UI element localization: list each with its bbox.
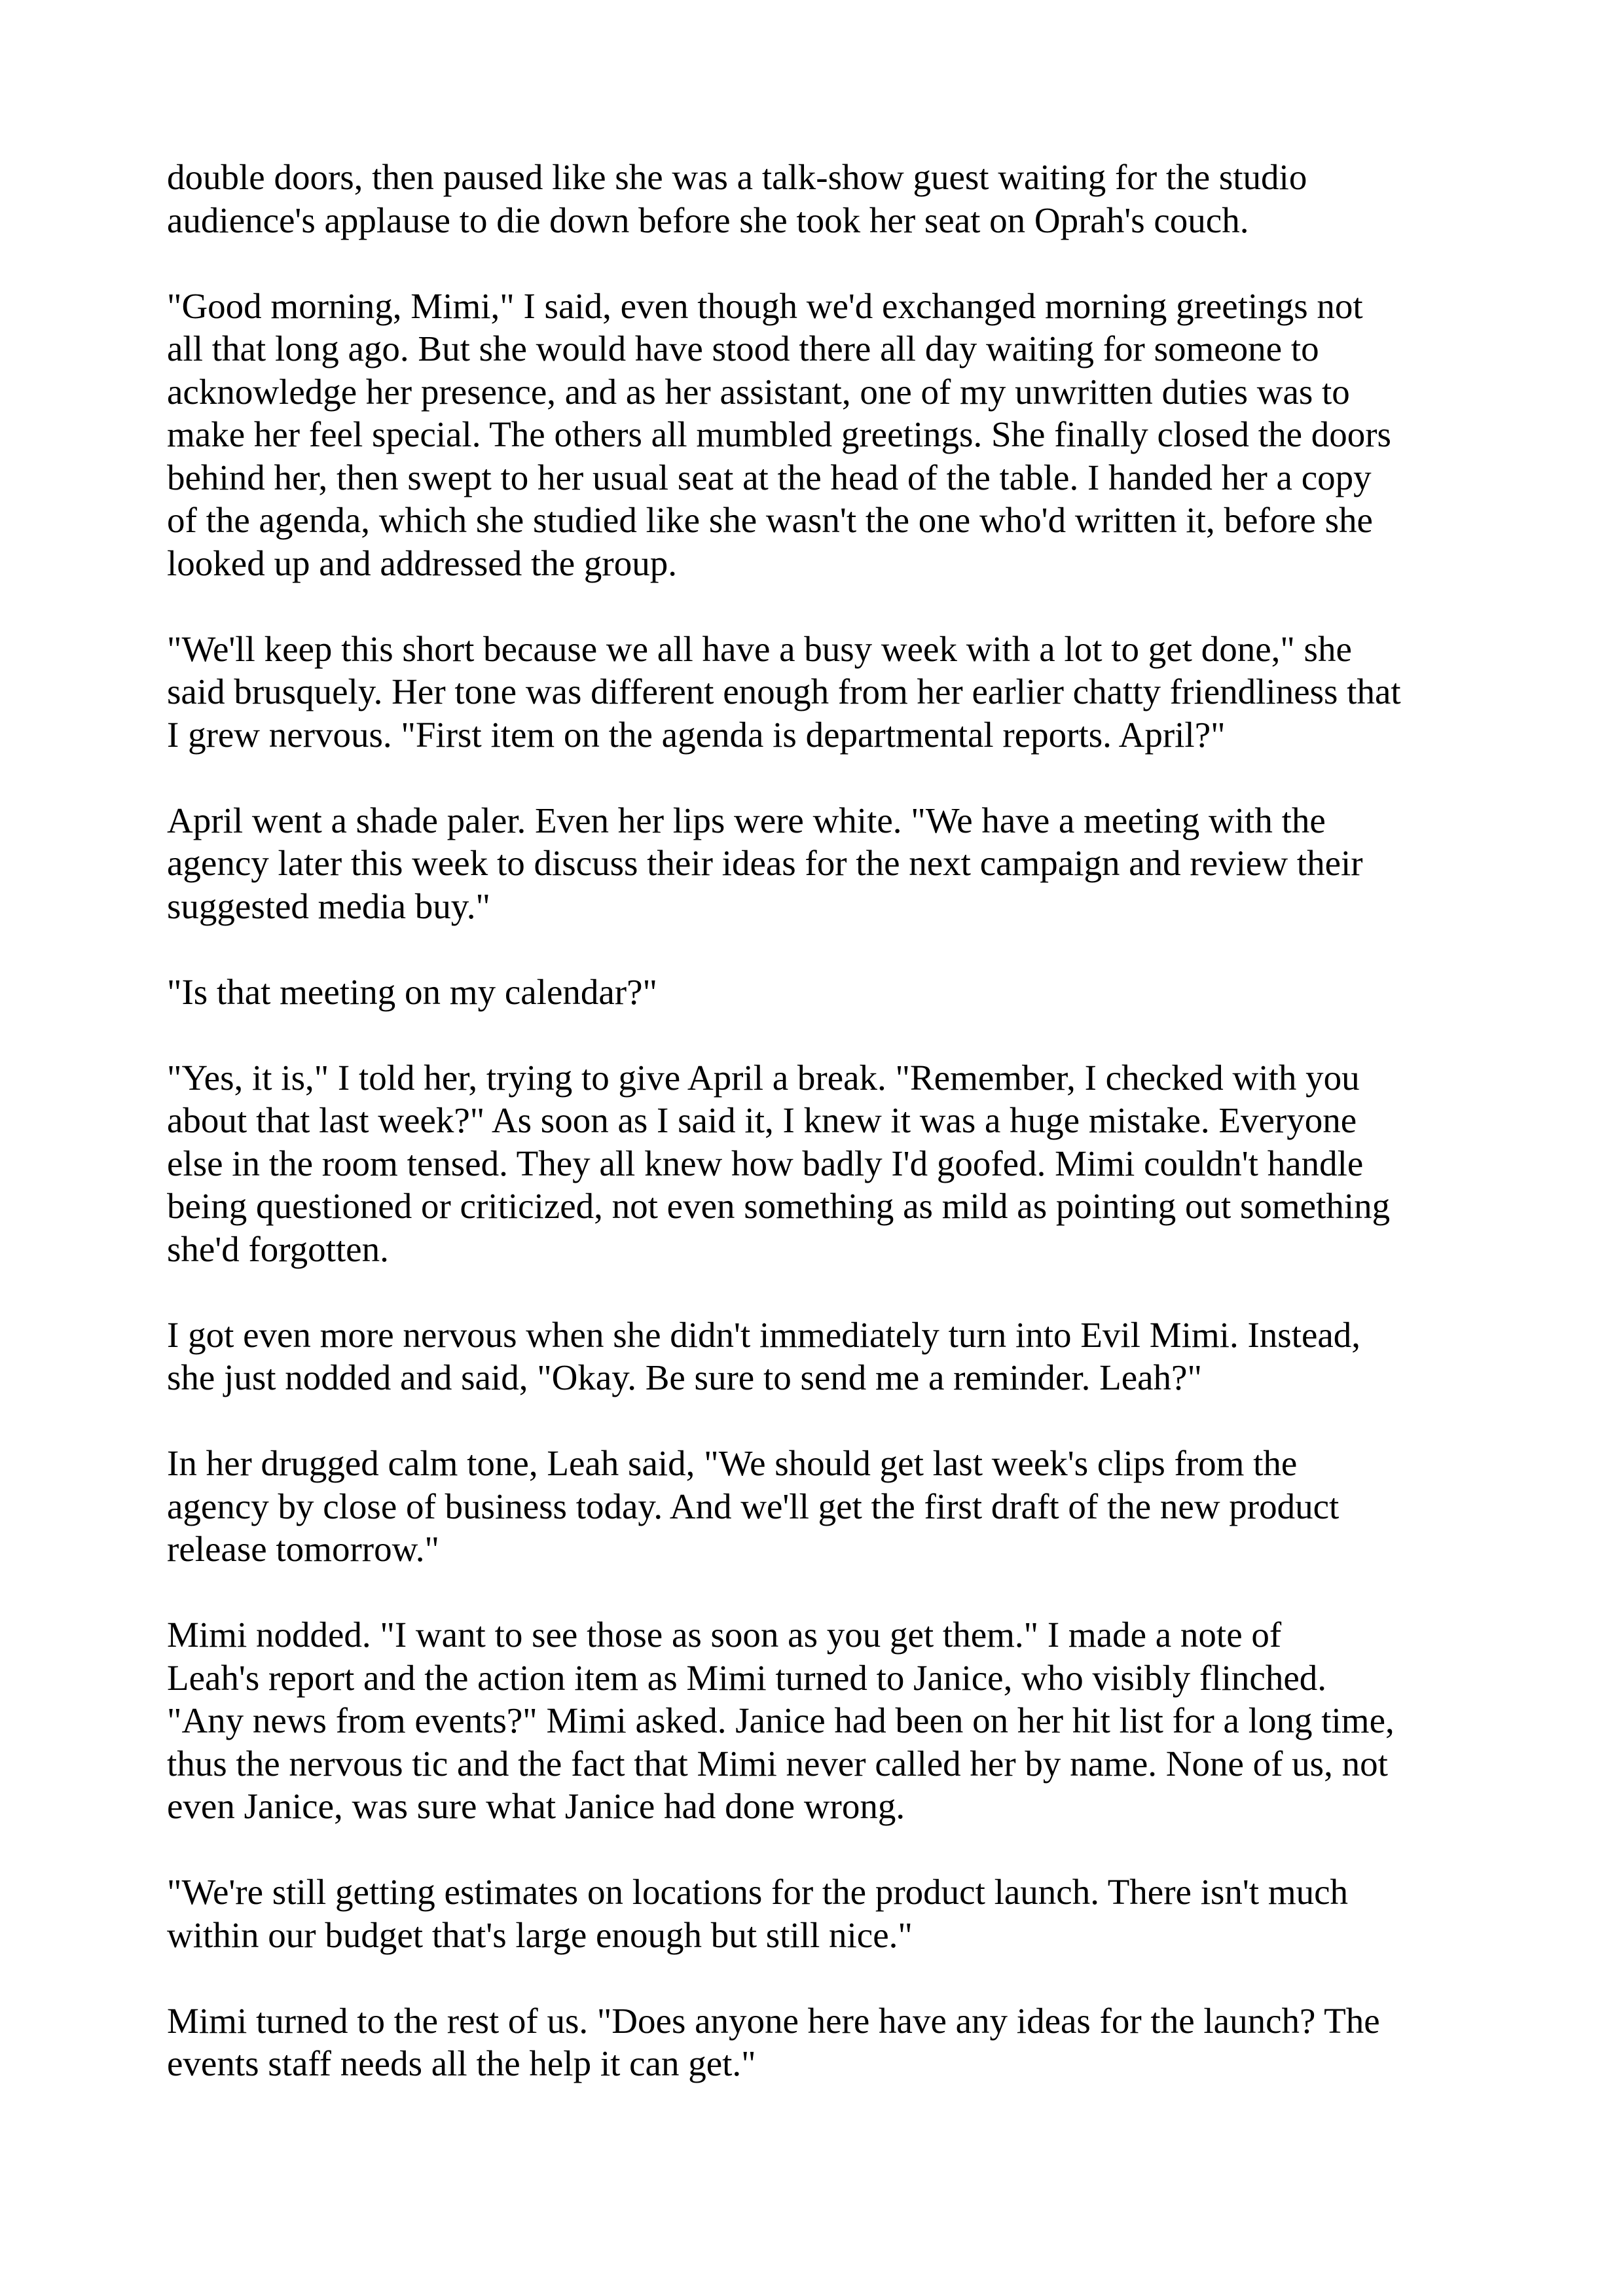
paragraph-9: [167, 1613, 1486, 1828]
paragraph-line: being questioned or criticized, not even something as mild as pointing out something: [167, 1186, 1391, 1226]
paragraph-line: about that last week?" As soon as I said it, I knew it was a huge mistake. Everyone: [167, 1100, 1357, 1140]
paragraph-line: Mimi turned to the rest of us. "Does anyone here have any ideas for the launch? The: [167, 2000, 1380, 2041]
paragraph-line: "Yes, it is," I told her, trying to give April a break. "Remember, I checked with you: [167, 1057, 1360, 1098]
paragraph-line: Leah's report and the action item as Mimi turned to Janice, who visibly flinched.: [167, 1657, 1326, 1698]
paragraph-line: behind her, then swept to her usual seat at the head of the table. I handed her a copy: [167, 457, 1372, 497]
paragraph-line: release tomorrow.": [167, 1529, 439, 1569]
paragraph-line: I got even more nervous when she didn't immediately turn into Evil Mimi. Instead,: [167, 1314, 1361, 1355]
paragraph-line: all that long ago. But she would have stood there all day waiting for someone to: [167, 329, 1319, 368]
document-page: [167, 156, 1486, 2085]
paragraph-5: [167, 971, 1486, 1014]
paragraph-line: agency later this week to discuss their ideas for the next campaign and review their: [167, 843, 1363, 883]
paragraph-line: audience's applause to die down before she took her seat on Oprah's couch.: [167, 200, 1249, 240]
paragraph-line: "Good morning, Mimi," I said, even though we'd exchanged morning greetings not: [167, 285, 1363, 326]
paragraph-4: [167, 799, 1486, 928]
paragraph-line: events staff needs all the help it can get.": [167, 2043, 756, 2083]
paragraph-line: said brusquely. Her tone was different enough from her earlier chatty friendliness that: [167, 672, 1401, 711]
paragraph-1: [167, 156, 1486, 242]
paragraph-line: agency by close of business today. And we'll get the first draft of the new product: [167, 1486, 1340, 1526]
paragraph-line: Mimi nodded. "I want to see those as soon as you get them." I made a note of: [167, 1615, 1282, 1655]
paragraph-6: [167, 1056, 1486, 1271]
paragraph-2: [167, 285, 1486, 585]
paragraph-line: "We'll keep this short because we all have a busy week with a lot to get done," she: [167, 628, 1352, 669]
paragraph-line: looked up and addressed the group.: [167, 543, 677, 583]
paragraph-11: [167, 2000, 1486, 2085]
paragraph-10: [167, 1871, 1486, 1956]
paragraph-line: "Is that meeting on my calendar?": [167, 971, 657, 1012]
paragraph-8: [167, 1442, 1486, 1571]
paragraph-line: I grew nervous. "First item on the agenda is departmental reports. April?": [167, 714, 1226, 755]
paragraph-line: even Janice, was sure what Janice had done wrong.: [167, 1786, 905, 1826]
paragraph-line: April went a shade paler. Even her lips were white. "We have a meeting with the: [167, 800, 1326, 840]
paragraph-line: she'd forgotten.: [167, 1229, 389, 1269]
paragraph-line: "We're still getting estimates on locations for the product launch. There isn't much: [167, 1872, 1349, 1912]
paragraph-3: [167, 628, 1486, 757]
paragraph-line: she just nodded and said, "Okay. Be sure to send me a reminder. Leah?": [167, 1357, 1202, 1397]
paragraph-line: make her feel special. The others all mumbled greetings. She finally closed the doors: [167, 414, 1391, 454]
paragraph-line: acknowledge her presence, and as her assistant, one of my unwritten duties was to: [167, 371, 1350, 412]
paragraph-line: "Any news from events?" Mimi asked. Janice had been on her hit list for a long time,: [167, 1700, 1395, 1740]
paragraph-line: within our budget that's large enough but still nice.": [167, 1914, 913, 1955]
paragraph-7: [167, 1314, 1486, 1399]
paragraph-line: suggested media buy.": [167, 886, 490, 926]
paragraph-line: thus the nervous tic and the fact that Mimi never called her by name. None of us, not: [167, 1743, 1388, 1784]
paragraph-line: of the agenda, which she studied like she wasn't the one who'd written it, before she: [167, 500, 1373, 540]
paragraph-line: In her drugged calm tone, Leah said, "We should get last week's clips from the: [167, 1443, 1298, 1483]
paragraph-line: double doors, then paused like she was a talk-show guest waiting for the studio: [167, 157, 1307, 197]
paragraph-line: else in the room tensed. They all knew how badly I'd goofed. Mimi couldn't handle: [167, 1143, 1364, 1183]
